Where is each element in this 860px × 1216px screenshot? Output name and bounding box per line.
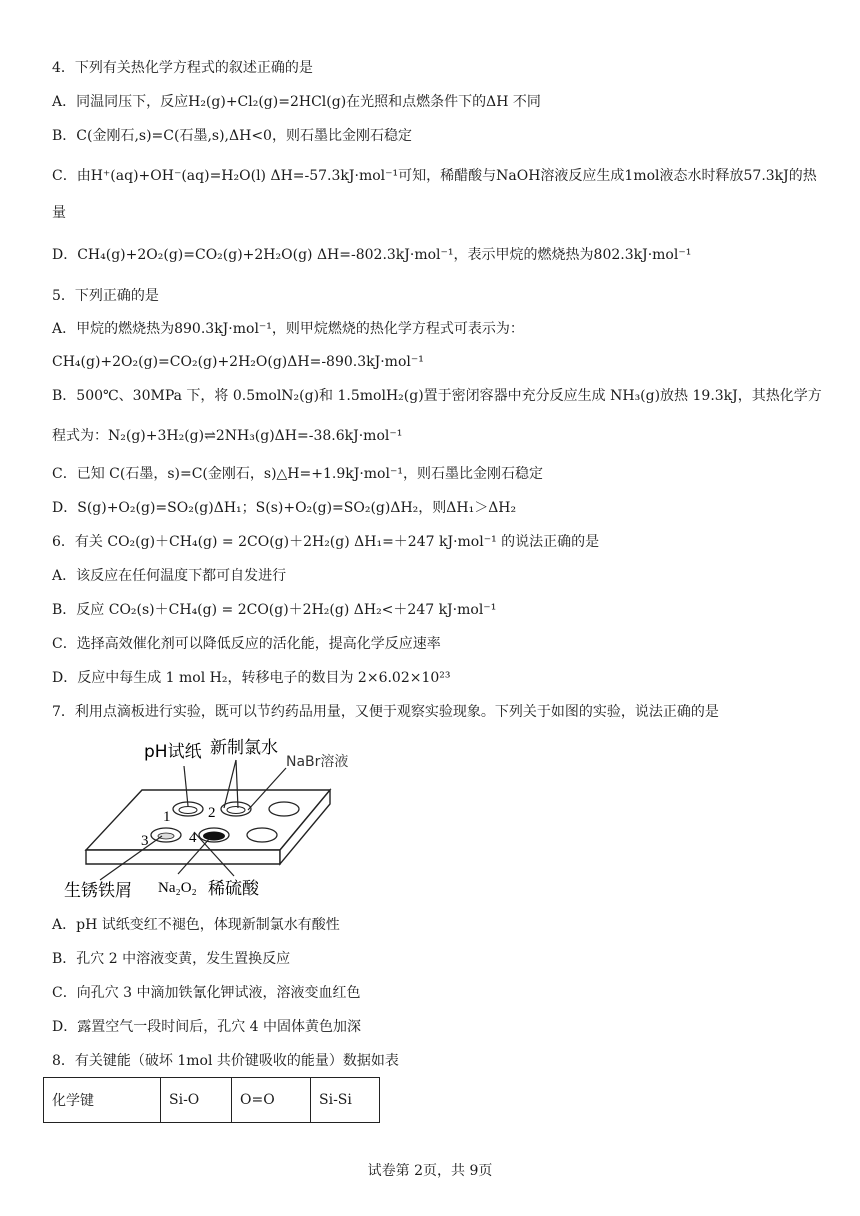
plate-front	[86, 850, 280, 864]
question-4-option-b: B．C(金刚石,s)=C(石墨,s),ΔH<0，则石墨比金刚石稳定	[52, 128, 412, 144]
question-4-option-c-cont: 量	[52, 205, 66, 221]
question-7-option-a: A．pH 试纸变红不褪色，体现新制氯水有酸性	[52, 917, 340, 933]
table-header-bond: 化学键	[44, 1078, 161, 1123]
hole-number-3: 3	[141, 833, 149, 849]
question-6-option-d: D．反应中每生成 1 mol H₂，转移电子的数目为 2×6.02×10²³	[52, 670, 451, 686]
question-5-option-a: A．甲烷的燃烧热为890.3kJ·mol⁻¹，则甲烷燃烧的热化学方程式可表示为：	[52, 321, 524, 337]
question-5-option-d: D．S(g)+O₂(g)=SO₂(g)ΔH₁；S(s)+O₂(g)=SO₂(g)ΔH₂，则ΔH₁＞ΔH₂	[52, 500, 517, 516]
label-chlorine-water: 新制氯水	[210, 738, 278, 758]
hole-number-1: 1	[163, 809, 171, 825]
table-cell-o-o: O=O	[232, 1078, 311, 1123]
question-5-option-b: B．500℃、30MPa 下，将 0.5molN₂(g)和 1.5molH₂(g)置于密闭容器中充分反应生成 NH₃(g)放热 19.3kJ，其热化学方	[52, 388, 822, 404]
table-row	[44, 1078, 380, 1123]
table-cell-si-si: Si-Si	[311, 1078, 380, 1123]
question-4-option-c: C．由H⁺(aq)+OH⁻(aq)=H₂O(l) ΔH=-57.3kJ·mol⁻¹可知，稀醋酸与NaOH溶液反应生成1mol液态水时释放57.3kJ的热	[52, 168, 817, 184]
spot-plate-diagram	[60, 732, 360, 904]
iron-filings-icon	[158, 833, 174, 839]
label-na2o2: Na₂O₂	[158, 880, 197, 896]
question-4-option-a: A．同温同压下，反应H₂(g)+Cl₂(g)=2HCl(g)在光照和点燃条件下的ΔH 不同	[52, 94, 541, 110]
question-5-stem: 5．下列正确的是	[52, 288, 159, 304]
bond-energy-table	[43, 1077, 380, 1123]
question-7-option-d: D．露置空气一段时间后，孔穴 4 中固体黄色加深	[52, 1019, 362, 1035]
question-5-option-a-equation: CH₄(g)+2O₂(g)=CO₂(g)+2H₂O(g)ΔH=-890.3kJ·mol⁻¹	[52, 354, 424, 370]
question-6-option-c: C．选择高效催化剂可以降低反应的活化能，提高化学反应速率	[52, 636, 441, 652]
label-rust-iron: 生锈铁屑	[64, 881, 132, 901]
label-ph-paper: pH试纸	[144, 742, 202, 762]
hole-number-4: 4	[189, 830, 197, 846]
question-6-stem: 6．有关 CO₂(g)＋CH₄(g) = 2CO(g)＋2H₂(g) ΔH₁=＋247 kJ·mol⁻¹ 的说法正确的是	[52, 534, 600, 550]
question-6-option-a: A．该反应在任何温度下都可自发进行	[52, 568, 287, 584]
hole-number-2: 2	[208, 805, 216, 821]
question-5-option-b-cont: 程式为：N₂(g)+3H₂(g)⇌2NH₃(g)ΔH=-38.6kJ·mol⁻¹	[52, 428, 403, 444]
question-4-stem: 4．下列有关热化学方程式的叙述正确的是	[52, 60, 313, 76]
na2o2-solid-icon	[203, 832, 225, 841]
hole-6	[247, 828, 277, 842]
question-4-option-d: D．CH₄(g)+2O₂(g)=CO₂(g)+2H₂O(g) ΔH=-802.3kJ·mol⁻¹，表示甲烷的燃烧热为802.3kJ·mol⁻¹	[52, 247, 692, 263]
page-footer: 试卷第 2页，共 9页	[367, 1163, 493, 1179]
hole-5	[269, 802, 299, 816]
label-nabr: NaBr溶液	[286, 754, 349, 770]
question-8-stem: 8．有关键能（破坏 1mol 共价键吸收的能量）数据如表	[52, 1053, 399, 1069]
question-7-option-b: B．孔穴 2 中溶液变黄，发生置换反应	[52, 951, 291, 967]
question-7-stem: 7．利用点滴板进行实验，既可以节约药品用量，又便于观察实验现象。下列关于如图的实验，说法正确的是	[52, 704, 719, 720]
question-6-option-b: B．反应 CO₂(s)＋CH₄(g) = 2CO(g)＋2H₂(g) ΔH₂<＋247 kJ·mol⁻¹	[52, 602, 497, 618]
question-5-option-c: C．已知 C(石墨，s)=C(金刚石，s)△H=+1.9kJ·mol⁻¹，则石墨比金刚石稳定	[52, 466, 543, 482]
label-dilute-acid: 稀硫酸	[208, 879, 259, 899]
question-7-option-c: C．向孔穴 3 中滴加铁氰化钾试液，溶液变血红色	[52, 985, 361, 1001]
table-cell-si-o: Si-O	[161, 1078, 232, 1123]
